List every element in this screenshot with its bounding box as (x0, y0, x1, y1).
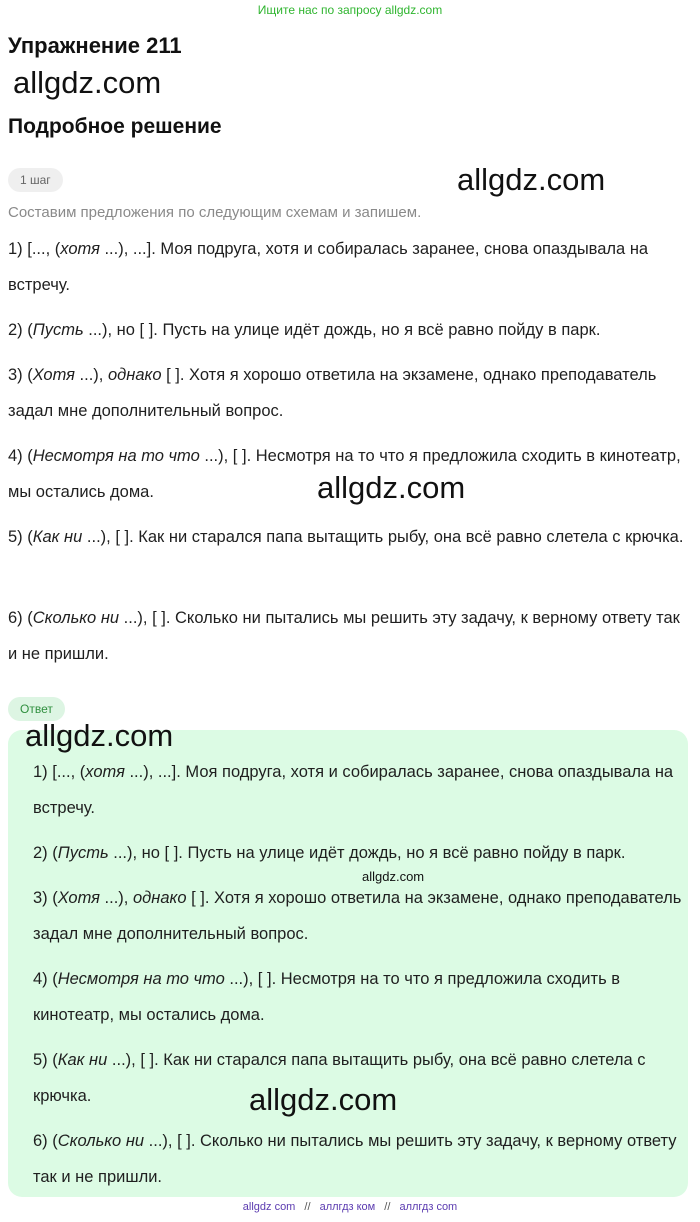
answer-item: 4) (Несмотря на то что ...), [ ]. Несмотря на то что я предложила сходить в кинотеатр, мы остались дома. (33, 970, 621, 1024)
solution-item: 1) [..., (хотя ...), ...]. Моя подруга, хотя и собиралась заранее, снова опаздывала на встречу. (8, 240, 649, 294)
footer-link[interactable]: аллгдз com (399, 1201, 458, 1213)
footer-link[interactable]: аллгдз ком (319, 1201, 376, 1213)
answer-item: 3) (Хотя ...), однако [ ]. Хотя я хорошо ответила на экзамене, однако преподаватель задал мне дополнительный вопрос. (33, 889, 682, 943)
solution-item: 5) (Как ни ...), [ ]. Как ни старался папа вытащить рыбу, она всё равно слетела с крючка. (8, 528, 684, 546)
answer-item: 1) [..., (хотя ...), ...]. Моя подруга, хотя и собиралась заранее, снова опаздывала на встречу. (33, 763, 674, 817)
watermark: allgdz.com (317, 470, 466, 505)
watermark: allgdz.com (25, 718, 174, 753)
answer-item: 2) (Пусть ...), но [ ]. Пусть на улице идёт дождь, но я всё равно пойду в парк. (33, 844, 626, 862)
solution-item: 6) (Сколько ни ...), [ ]. Сколько ни пытались мы решить эту задачу, к верному ответу так и не пришли. (8, 609, 680, 663)
watermark: allgdz.com (249, 1082, 398, 1117)
page-title: Упражнение 211 (8, 33, 182, 58)
solution-item: 4) (Несмотря на то что ...), [ ]. Несмотря на то что я предложила сходить в кинотеатр, мы остались дома. (8, 447, 681, 501)
watermark: allgdz.com (13, 65, 162, 100)
answer-badge: Ответ (8, 697, 65, 721)
section-title: Подробное решение (8, 115, 222, 138)
answer-item: 6) (Сколько ни ...), [ ]. Сколько ни пытались мы решить эту задачу, к верному ответу так и не пришли. (33, 1132, 677, 1186)
answer-item: 5) (Как ни ...), [ ]. Как ни старался папа вытащить рыбу, она всё равно слетела с крючка. (33, 1051, 646, 1105)
step-intro: Составим предложения по следующим схемам и запишем. (8, 204, 422, 221)
footer-link[interactable]: allgdz com (242, 1201, 296, 1213)
footer-links (0, 1201, 700, 1213)
top-banner[interactable]: Ищите нас по запросу allgdz.com (257, 3, 443, 17)
footer-separator: // (304, 1201, 311, 1213)
step-badge: 1 шаг (8, 168, 63, 192)
solution-item: 2) (Пусть ...), но [ ]. Пусть на улице идёт дождь, но я всё равно пойду в парк. (8, 321, 601, 339)
solution-item: 3) (Хотя ...), однако [ ]. Хотя я хорошо ответила на экзамене, однако преподаватель задал мне дополнительный вопрос. (8, 366, 657, 420)
watermark-small: allgdz.com (362, 869, 425, 884)
footer-separator: // (384, 1201, 391, 1213)
watermark: allgdz.com (457, 162, 606, 197)
